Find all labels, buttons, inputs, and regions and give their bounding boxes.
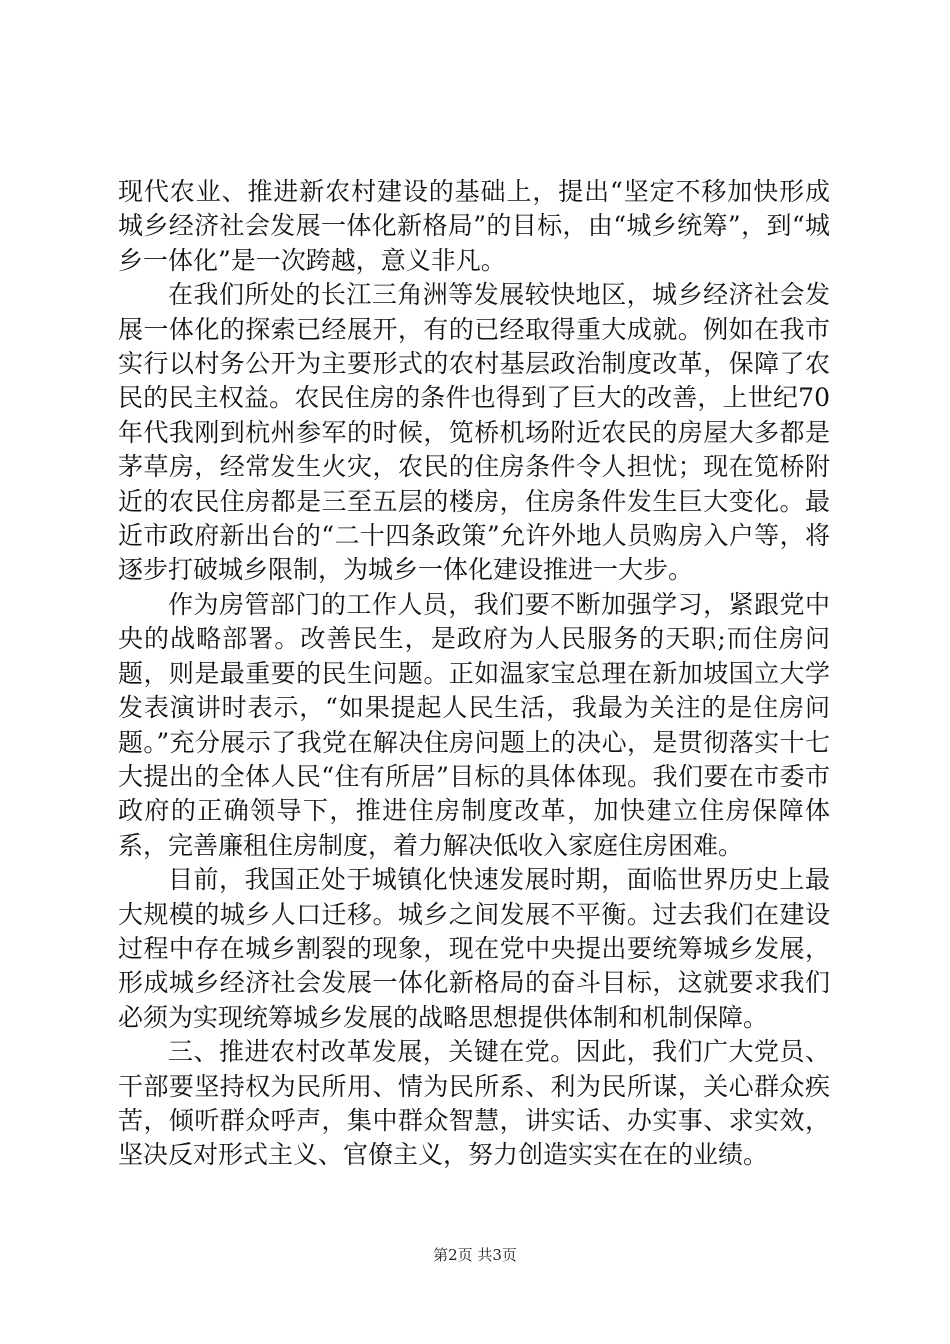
page-number-label: 第2页 共3页 xyxy=(433,1246,517,1264)
paragraph-1: 现代农业、推进新农村建设的基础上，提出“坚定不移加快形成城乡经济社会发展一体化新格局”的目标，由“城乡统筹”，到“城乡一体化”是一次跨越，意义非凡。 xyxy=(118,177,830,275)
paragraph-2: 在我们所处的长江三角洲等发展较快地区，城乡经济社会发展一体化的探索已经展开，有的已经取得重大成就。例如在我市实行以村务公开为主要形式的农村基层政治制度改革，保障了农民的民主权益。农民住房的条件也得到了巨大的改善，上世纪70年代我刚到杭州参军的时候，笕桥机场附近农民的房屋大多都是茅草房，经常发生火灾，农民的住房条件令人担忧；现在笕桥附近的农民住房都是三至五层的楼房，住房条件发生巨大变化。最近市政府新出台的“二十四条政策”允许外地人员购房入户等，将逐步打破城乡限制，为城乡一体化建设推进一大步。 xyxy=(118,280,830,585)
paragraph-4: 目前，我国正处于城镇化快速发展时期，面临世界历史上最大规模的城乡人口迁移。城乡之间发展不平衡。过去我们在建设过程中存在城乡割裂的现象，现在党中央提出要统筹城乡发展，形成城乡经济社会发展一体化新格局的奋斗目标，这就要求我们必须为实现统筹城乡发展的战略思想提供体制和机制保障。 xyxy=(118,865,830,1032)
paragraph-3: 作为房管部门的工作人员，我们要不断加强学习，紧跟党中央的战略部署。改善民生，是政府为人民服务的天职;而住房问题，则是最重要的民生问题。正如温家宝总理在新加坡国立大学发表演讲时表示，“如果提起人民生活，我最为关注的是住房问题。”充分展示了我党在解决住房问题上的决心，是贯彻落实十七大提出的全体人民“住有所居”目标的具体体现。我们要在市委市政府的正确领导下，推进住房制度改革，加快建立住房保障体系，完善廉租住房制度，着力解决低收入家庭住房困难。 xyxy=(118,589,830,860)
page-footer xyxy=(0,1245,950,1265)
document-body xyxy=(118,175,830,1173)
paragraph-5: 三、推进农村改革发展，关键在党。因此，我们广大党员、干部要坚持权为民所用、情为民所系、利为民所谋，关心群众疾苦，倾听群众呼声，集中群众智慧，讲实话、办实事、求实效，坚决反对形式主义、官僚主义，努力创造实实在在的业绩。 xyxy=(118,1037,830,1170)
